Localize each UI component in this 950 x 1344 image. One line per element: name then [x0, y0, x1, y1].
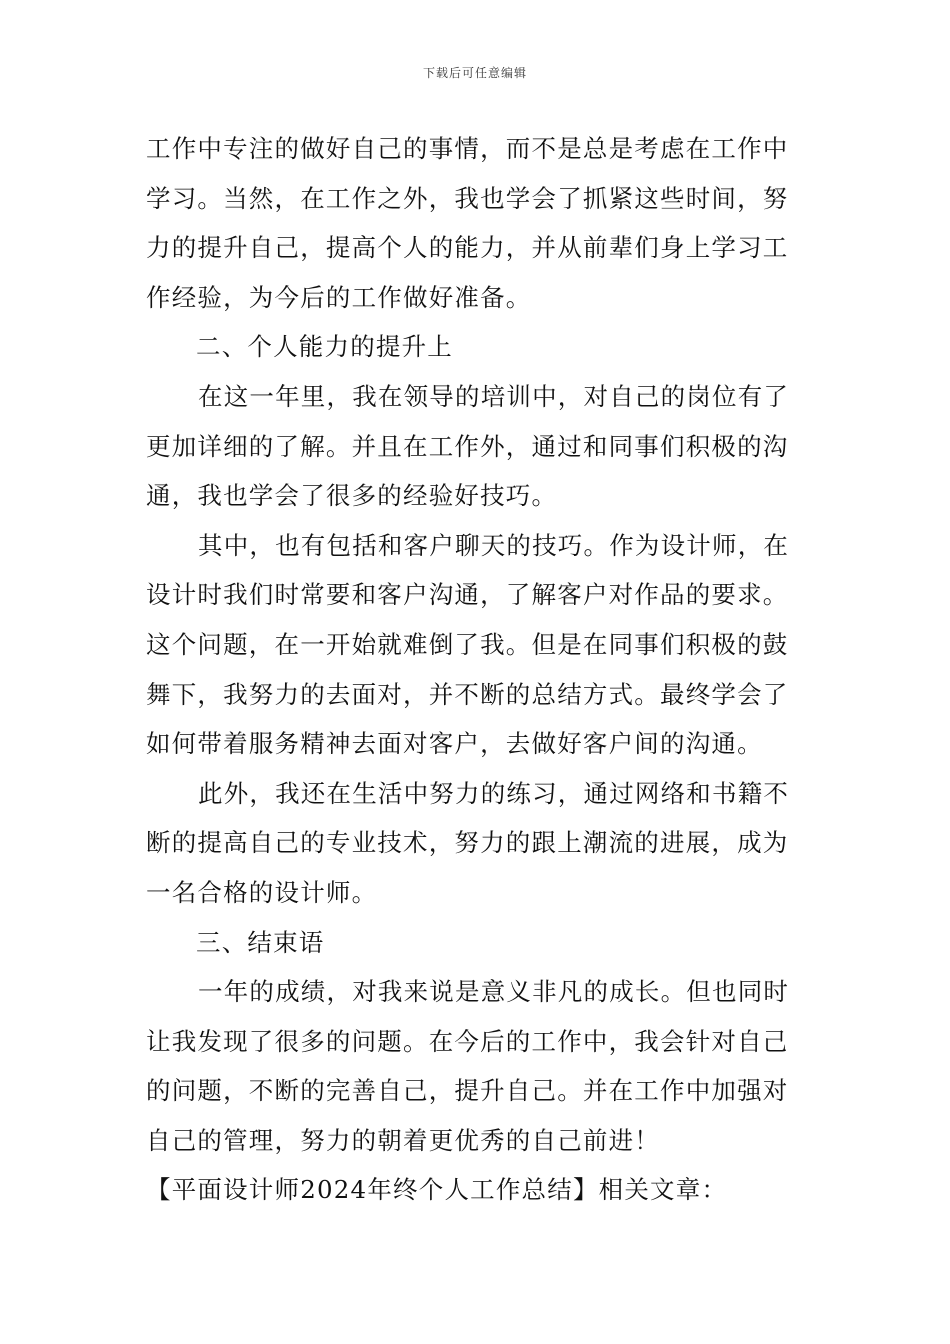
related-articles-heading: 【平面设计师2024年终个人工作总结】相关文章：	[146, 1175, 728, 1205]
paragraph-line: 学习。当然，在工作之外，我也学会了抓紧这些时间，努	[146, 183, 789, 213]
paragraph-line: 通，我也学会了很多的经验好技巧。	[146, 481, 558, 511]
section-heading: 三、结束语	[196, 927, 325, 957]
paragraph-line: 的问题，不断的完善自己，提升自己。并在工作中加强对	[146, 1076, 789, 1106]
paragraph-line: 断的提高自己的专业技术，努力的跟上潮流的进展，成为	[146, 828, 789, 858]
page-header-caption: 下载后可任意编辑	[422, 66, 527, 80]
paragraph-line: 设计时我们时常要和客户沟通，了解客户对作品的要求。	[146, 580, 789, 610]
paragraph-line: 作经验，为今后的工作做好准备。	[146, 282, 532, 312]
section-heading: 二、个人能力的提升上	[196, 332, 453, 362]
paragraph-line: 在这一年里，我在领导的培训中，对自己的岗位有了	[198, 381, 790, 411]
paragraph-line: 让我发现了很多的问题。在今后的工作中，我会针对自己	[146, 1026, 789, 1056]
paragraph-line: 此外，我还在生活中努力的练习，通过网络和书籍不	[198, 778, 790, 808]
paragraph-line: 力的提升自己，提高个人的能力，并从前辈们身上学习工	[146, 233, 789, 263]
paragraph-line: 工作中专注的做好自己的事情，而不是总是考虑在工作中	[146, 134, 789, 163]
paragraph-line: 一年的成绩，对我来说是意义非凡的成长。但也同时	[198, 977, 790, 1007]
paragraph-line: 其中，也有包括和客户聊天的技巧。作为设计师，在	[198, 530, 790, 560]
document-body	[146, 124, 810, 1215]
paragraph-line: 如何带着服务精神去面对客户，去做好客户间的沟通。	[146, 729, 763, 759]
paragraph-line: 更加详细的了解。并且在工作外，通过和同事们积极的沟	[146, 431, 789, 461]
paragraph-line: 一名合格的设计师。	[146, 877, 378, 907]
paragraph-line: 自己的管理，努力的朝着更优秀的自己前进！	[146, 1125, 660, 1155]
paragraph-line: 舞下，我努力的去面对，并不断的总结方式。最终学会了	[146, 679, 789, 709]
paragraph-line: 这个问题，在一开始就难倒了我。但是在同事们积极的鼓	[146, 629, 789, 659]
